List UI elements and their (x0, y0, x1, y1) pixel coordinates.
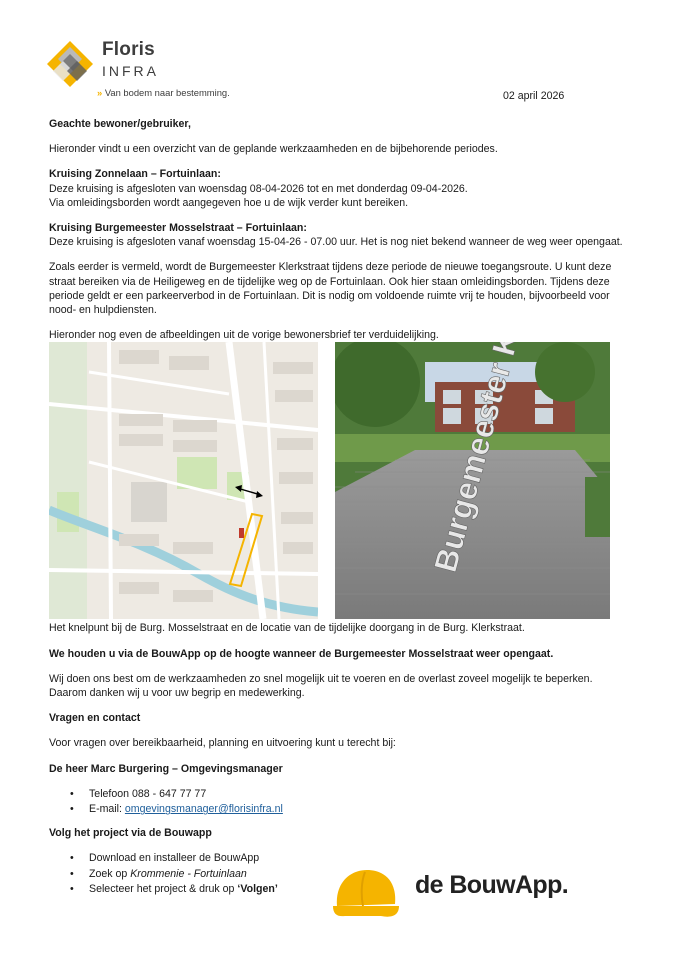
section-mosselstraat-title: Kruising Burgemeester Mosselstraat – Fortuinlaan: (49, 222, 307, 235)
letter-date: 02 april 2026 (503, 90, 565, 102)
app-step-follow-prefix: Selecteer het project & druk op (89, 883, 238, 896)
section-mosselstraat-line1: Deze kruising is afgesloten vanaf woensdag 15-04-26 - 07.00 uur. Het is nog niet bekend wanneer de weg weer opengaat. (49, 236, 623, 249)
contact-email-link[interactable]: omgevingsmanager@florisinfra.nl (124, 803, 283, 816)
tagline (97, 86, 230, 100)
contact-list (49, 787, 639, 818)
tagline-text: Van bodem naar bestemming. (104, 87, 230, 98)
contact-email-label: E-mail: (89, 803, 125, 816)
contact-phone: • Telefoon 088 - 647 77 77 (89, 787, 639, 803)
bouwapp-logo (331, 866, 591, 924)
street-map-image (49, 342, 318, 619)
contact-intro: Voor vragen over bereikbaarheid, planning en uitvoering kunt u terecht bij: (49, 737, 396, 750)
section-mosselstraat (49, 221, 639, 249)
floris-diamond-icon (46, 40, 96, 92)
section-zonnelaan-line2: Via omleidingsborden wordt aangegeven hoe u de wijk verder kunt bereiken. (49, 196, 409, 209)
contact-name: De heer Marc Burgering – Omgevingsmanager (49, 762, 283, 775)
bouwapp-notice: We houden u via de BouwApp op de hoogte wanneer de Burgemeester Mosselstraat weer opengaat. (49, 647, 554, 660)
images-intro: Hieronder nog even de afbeeldingen uit de vorige bewonersbrief ter verduidelijking. (49, 329, 439, 342)
letter-body (49, 117, 639, 906)
brand-name: Floris (102, 39, 155, 60)
tagline-arrows: » (97, 87, 103, 98)
hardhat-icon (331, 866, 401, 922)
section-zonnelaan (49, 167, 639, 210)
closing-line2: Daarom danken wij u voor uw begrip en medewerking. (49, 687, 305, 700)
salutation: Geachte bewoner/gebruiker, (49, 118, 191, 130)
image-caption: Het knelpunt bij de Burg. Mosselstraat en de locatie van de tijdelijke doorgang in de Burg. Klerkstraat. (49, 622, 525, 635)
app-heading: Volg het project via de Bouwapp (49, 826, 212, 839)
street-photo-image (335, 342, 610, 619)
section-zonnelaan-title: Kruising Zonnelaan – Fortuinlaan: (49, 168, 221, 181)
brand-sub: INFRA (102, 63, 159, 79)
app-step-search-term: Krommenie - Fortuinlaan (130, 867, 247, 880)
route-paragraph: Zoals eerder is vermeld, wordt de Burgemeester Klerkstraat tijdens deze periode de nieuwe toegangsroute. U kunt deze straat bereiken via de Heiligeweg en de tijdelijke weg op de Fortuinlaan. Ook hier staan omleidingsborden. Tijdens deze periode geldt er een parkeerverbod in de Fortuinlaan. Dit is nodig om voldoende ruimte vrij te houden, bijvoorbeeld voor nood- en hulpdiensten. (49, 261, 612, 317)
floris-infra-logo (46, 40, 246, 100)
closing-line1: Wij doen ons best om de werkzaamheden zo snel mogelijk uit te voeren en de overlast zoveel mogelijk te beperken. (49, 672, 593, 685)
closing-paragraph (49, 672, 639, 700)
intro-text: Hieronder vindt u een overzicht van de geplande werkzaamheden en de bijbehorende periodes. (49, 143, 498, 156)
bouwapp-wordmark: de BouwApp. (415, 871, 569, 899)
contact-email-item (89, 802, 639, 818)
illustration-row (49, 342, 639, 619)
app-step-download: • Download en installeer de BouwApp (89, 851, 639, 867)
section-zonnelaan-line1: Deze kruising is afgesloten van woensdag 08-04-2026 tot en met donderdag 09-04-2026. (49, 182, 468, 195)
contact-heading: Vragen en contact (49, 712, 141, 725)
app-step-search-prefix: Zoek op (89, 867, 131, 880)
app-step-follow-term: ‘Volgen’ (237, 883, 278, 896)
